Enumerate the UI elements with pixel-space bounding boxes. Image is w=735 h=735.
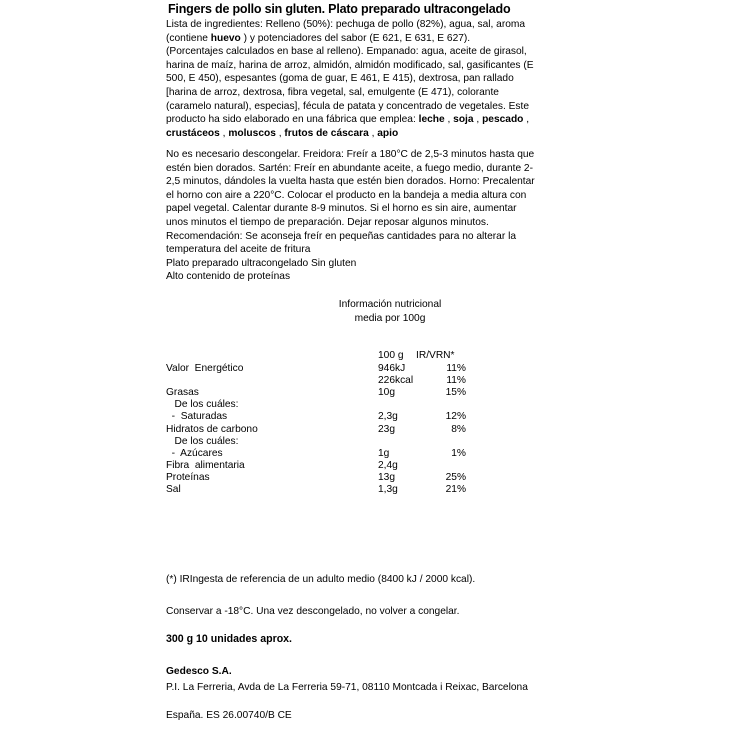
nutrient-name: Fibra alimentaria (166, 459, 245, 471)
nutrient-name: - Saturadas (166, 411, 228, 423)
nutrient-value: 1g (378, 447, 390, 459)
nutrient-name: Grasas (166, 387, 199, 399)
nutrient-value: 2,4g (378, 459, 398, 471)
prep-line: 2,5 minutos, dándoles la vuelta hasta que estén bien dorados. Horno: Precalentar (166, 176, 535, 188)
allergen-fish: pescado (482, 114, 524, 126)
allergen-milk: leche (418, 114, 445, 126)
nutrient-value: 13g (378, 471, 395, 483)
nutrient-name: Proteínas (166, 471, 210, 483)
nutrition-heading-subtitle: media por 100g (354, 313, 426, 324)
nutrient-reference-intake: 11% (446, 363, 466, 374)
recommendation-line: temperatura del aceite de fritura (166, 244, 311, 256)
allergen-egg: huevo (210, 32, 241, 44)
allergen-celery: apio (377, 127, 399, 139)
nutrition-heading-title: Información nutricional (338, 299, 442, 310)
nutrition-heading (330, 298, 450, 326)
ingredients-line: (caramelo natural), especias], fécula de patata y concentrado de vegetales. Este (166, 100, 529, 112)
ingredients-line: (Porcentajes calculados en base al relleno). Empanado: agua, aceite de girasol, (166, 46, 527, 58)
storage-instructions: Conservar a -18°C. Una vez descongelado, no volver a congelar. (166, 606, 460, 617)
prep-line: unos minutos el tiempo de preparación. Dejar reposar algunos minutos. (166, 216, 489, 228)
ingredients-line: producto ha sido elaborado en una fábrica que emplea: leche , soja , pescado , (166, 114, 530, 126)
nutrition-row (166, 484, 466, 498)
ingredients-line: (contiene huevo ) y potenciadores del sabor (E 621, E 631, E 627). (166, 32, 471, 44)
reference-intake-footnote: (*) IRIngesta de referencia de un adulto medio (8400 kJ / 2000 kcal). (166, 574, 476, 585)
nutrient-reference-intake: 11% (446, 375, 466, 387)
allergen-molluscs: moluscos (228, 127, 276, 139)
column-ir-vrn: IR/VRN* (416, 350, 455, 361)
allergen-soy: soja (453, 114, 474, 126)
preparation-instructions (166, 148, 566, 284)
nutrient-name: Sal (166, 484, 181, 495)
nutrient-reference-intake: 12% (445, 411, 466, 423)
nutrient-reference-intake: 21% (445, 484, 466, 495)
product-claims: Plato preparado ultracongelado Sin gluten (166, 257, 357, 269)
column-100g: 100 g (378, 350, 404, 361)
ingredients-list (166, 18, 566, 140)
nutrient-value: 1,3g (378, 484, 398, 495)
nutrient-value: 946kJ (378, 363, 406, 374)
ingredients-line: 500, E 450), espesantes (goma de guar, E 461, E 415), dextrosa, pan rallado (166, 73, 514, 85)
ingredients-line: crustáceos , moluscos , frutos de cáscara , apio (166, 127, 399, 139)
nutrient-name: Valor Energético (166, 363, 244, 374)
prep-line: papel vegetal. Calentar durante 8-9 minutos. Si el horno es sin aire, aumentar (166, 203, 517, 215)
nutrient-name: - Azúcares (166, 447, 223, 459)
company-name: Gedesco S.A. (166, 666, 232, 677)
company-address: P.I. La Ferreria, Avda de La Ferreria 59-71, 08110 Montcada i Reixac, Barcelona (166, 682, 528, 693)
nutrient-value: 10g (378, 387, 395, 399)
nutrient-name: De los cuáles: (166, 435, 239, 447)
prep-line: estén bien dorados. Sartén: Freír en abundante aceite, a fuego medio, durante 2- (166, 162, 533, 174)
nutrient-value: 23g (378, 423, 395, 435)
nutrient-reference-intake: 1% (451, 447, 466, 459)
recommendation-line: Recomendación: Se aconseja freír en pequeñas cantidades para no alterar la (166, 230, 516, 242)
nutrient-reference-intake: 25% (445, 471, 466, 483)
prep-line: el horno con aire a 220°C. Colocar el producto en la bandeja a media altura con (166, 189, 527, 201)
product-label (160, 0, 568, 735)
protein-claim: Alto contenido de proteínas (166, 271, 291, 283)
allergen-nuts: frutos de cáscara (284, 127, 369, 139)
product-title: Fingers de pollo sin gluten. Plato preparado ultracongelado (168, 2, 511, 16)
health-register: España. ES 26.00740/B CE (166, 710, 292, 721)
nutrient-reference-intake: 15% (445, 387, 466, 399)
nutrient-name: Hidratos de carbono (166, 423, 258, 435)
nutrient-value: 2,3g (378, 411, 398, 423)
ingredients-line: Lista de ingredientes: Relleno (50%): pechuga de pollo (82%), agua, sal, aroma (166, 19, 526, 30)
prep-line: No es necesario descongelar. Freidora: Freír a 180°C de 2,5-3 minutos hasta que (166, 149, 535, 160)
nutrient-value: 226kcal (378, 375, 414, 387)
net-quantity: 300 g 10 unidades aprox. (166, 633, 292, 645)
ingredients-line: [harina de arroz, dextrosa, fibra vegetal, sal, emulgente (E 471), colorante (166, 86, 499, 98)
nutrient-name: De los cuáles: (166, 399, 239, 411)
allergen-crustaceans: crustáceos (166, 127, 220, 139)
ingredients-line: harina de maíz, harina de arroz, almidón, almidón modificado, sal, gasificantes (E (166, 59, 534, 71)
nutrition-table-header (166, 350, 466, 364)
nutrient-reference-intake: 8% (451, 423, 466, 435)
